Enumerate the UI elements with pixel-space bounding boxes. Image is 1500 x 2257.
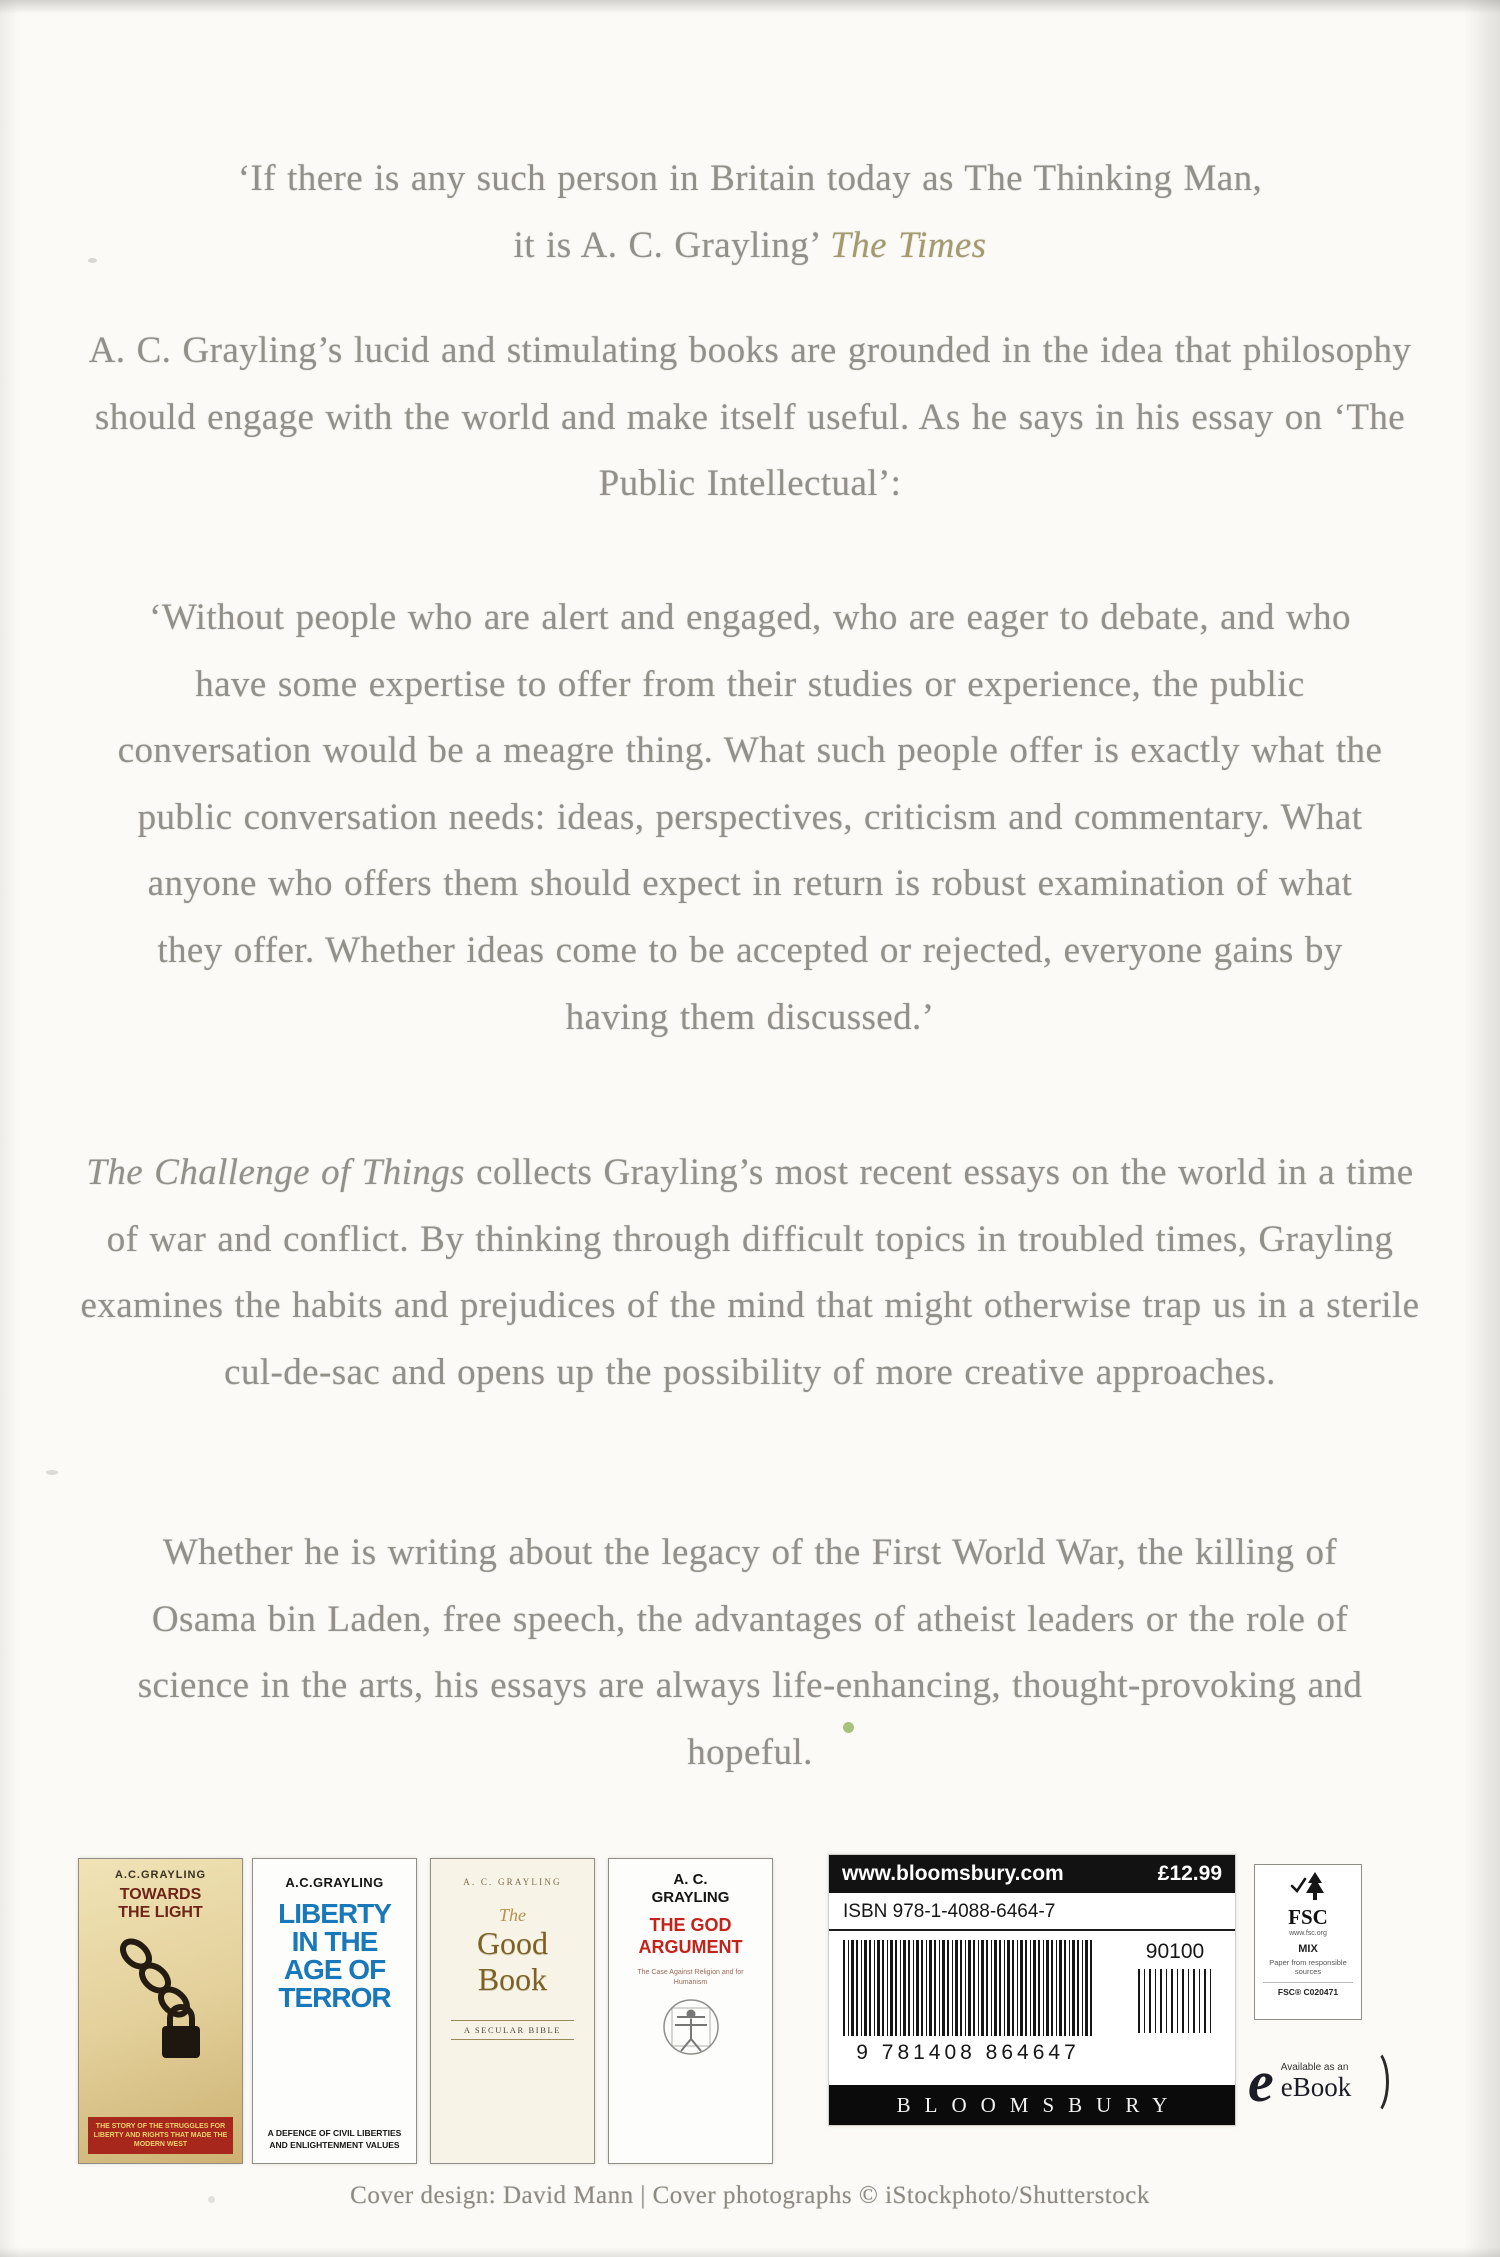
scan-smudge xyxy=(46,1470,58,1475)
cover-author: A. C. GRAYLING xyxy=(463,1877,562,1887)
book-cover-the-good-book xyxy=(430,1858,595,2164)
book-cover-liberty-age-of-terror xyxy=(252,1858,417,2164)
press-quote-line1: ‘If there is any such person in Britain today as The Thinking Man, xyxy=(237,158,1263,199)
bottom-strip xyxy=(0,1850,1500,2180)
ebook-label: eBook xyxy=(1280,2072,1352,2103)
cover-title: LIBERTY IN THE AGE OF TERROR xyxy=(278,1898,391,2013)
press-quote xyxy=(100,146,1400,279)
cover-title: THE GOD ARGUMENT xyxy=(638,1915,743,1957)
chains-padlock-image xyxy=(102,1928,220,2074)
ebook-arc-decoration xyxy=(1357,2048,1389,2116)
scan-edge-top xyxy=(0,0,1500,14)
fsc-wordmark: FSC xyxy=(1288,1905,1328,1929)
publisher-logo: BLOOMSBURY xyxy=(829,2085,1235,2125)
price: £12.99 xyxy=(1157,1862,1222,1885)
cover-author: A.C.GRAYLING xyxy=(114,1869,207,1881)
book-title-italic: The Challenge of Things xyxy=(86,1152,465,1193)
cover-title: TOWARDS THE LIGHT xyxy=(118,1886,203,1921)
closing-paragraph: Whether he is writing about the legacy of the First World War, the killing of Osama bin Laden, free speech, the advantages of atheist leaders or the role of science in the arts, his essays are always life-enhancing, thought-provoking and hopeful. xyxy=(137,1532,1363,1773)
publisher-url: www.bloomsbury.com xyxy=(842,1862,1064,1885)
barcode-panel xyxy=(828,1854,1236,2126)
ebook-text xyxy=(1281,2062,1352,2101)
ean-digits: 9 781408 864647 xyxy=(856,2041,1080,2064)
press-quote-line2 xyxy=(100,213,1400,280)
cover-author: A. C. GRAYLING xyxy=(651,1871,730,1906)
scan-smudge xyxy=(88,258,97,263)
vitruvian-figure-icon xyxy=(659,1995,723,2059)
cover-title: Good Book xyxy=(476,1925,549,1997)
cover-title-the: The xyxy=(499,1905,526,1925)
cover-subtitle: A SECULAR BIBLE xyxy=(451,2020,573,2040)
barcode-header xyxy=(829,1855,1235,1893)
ebook-availability: Available as an xyxy=(1280,2062,1349,2074)
fsc-mix-label: MIX xyxy=(1298,1943,1318,1955)
synopsis-text: collects Grayling’s most recent essays on the world in a time of war and conflict. By thinking through difficult topics in troubled times, Grayling examines the habits and prejudices of the mind that might otherwise trap us in a sterile cul-de-sac and opens up the possibility of more creative approaches. xyxy=(80,1152,1420,1393)
pull-quote: ‘Without people who are alert and engaged, who are eager to debate, and who have some expertise to offer from their studies or experience, the public conversation would be a meagre thing. What such people offer is exactly what the public conversation needs: ideas, perspectives, criticism and commentary. What anyone who offers them should expect in return is robust examination of what they offer. Whether ideas come to be accepted or rejected, everyone gains by having them discussed.’ xyxy=(117,597,1383,1038)
isbn-number: ISBN 978-1-4088-6464-7 xyxy=(829,1893,1235,1931)
fsc-license-code: FSC® C020471 xyxy=(1263,1982,1353,1997)
credit-line: Cover design: David Mann | Cover photographs © iStockphoto/Shutterstock xyxy=(350,2182,1150,2209)
synopsis-paragraph xyxy=(75,1140,1425,1406)
ean-barcode xyxy=(843,1940,1093,2036)
scan-edge-bottom xyxy=(0,2247,1500,2257)
cover-subtitle: The Case Against Religion and for Humanism xyxy=(637,1969,744,1986)
intro-paragraph: A. C. Grayling’s lucid and stimulating books are grounded in the idea that philosophy should engage with the world and make itself useful. As he says in his essay on ‘The Public Intellectual’: xyxy=(88,330,1412,505)
barcode-row xyxy=(829,1931,1235,2036)
fsc-certification xyxy=(1254,1864,1362,2020)
price-addon-barcode xyxy=(1138,1969,1212,2033)
cover-subtitle: A DEFENCE OF CIVIL LIBERTIES AND ENLIGHTENMENT VALUES xyxy=(267,2128,402,2150)
fsc-description: Paper from responsible sources xyxy=(1269,1958,1347,1977)
ebook-e-logo: e xyxy=(1248,2049,1274,2114)
ebook-badge xyxy=(1248,2046,1438,2118)
price-addon xyxy=(1129,1940,1221,2033)
press-quote-source: The Times xyxy=(830,224,987,266)
book-cover-towards-the-light xyxy=(78,1858,243,2164)
cover-subtitle-band: THE STORY OF THE STRUGGLES FOR LIBERTY AND RIGHTS THAT MADE THE MODERN WEST xyxy=(88,2117,233,2154)
fsc-tree-icon xyxy=(1289,1870,1327,1902)
price-code: 90100 xyxy=(1145,1940,1205,1963)
cover-author: A.C.GRAYLING xyxy=(285,1875,384,1890)
fsc-url: www.fsc.org xyxy=(1289,1930,1327,1937)
press-quote-attribution: it is A. C. Grayling’ xyxy=(513,224,831,266)
book-cover-the-god-argument xyxy=(608,1858,773,2164)
